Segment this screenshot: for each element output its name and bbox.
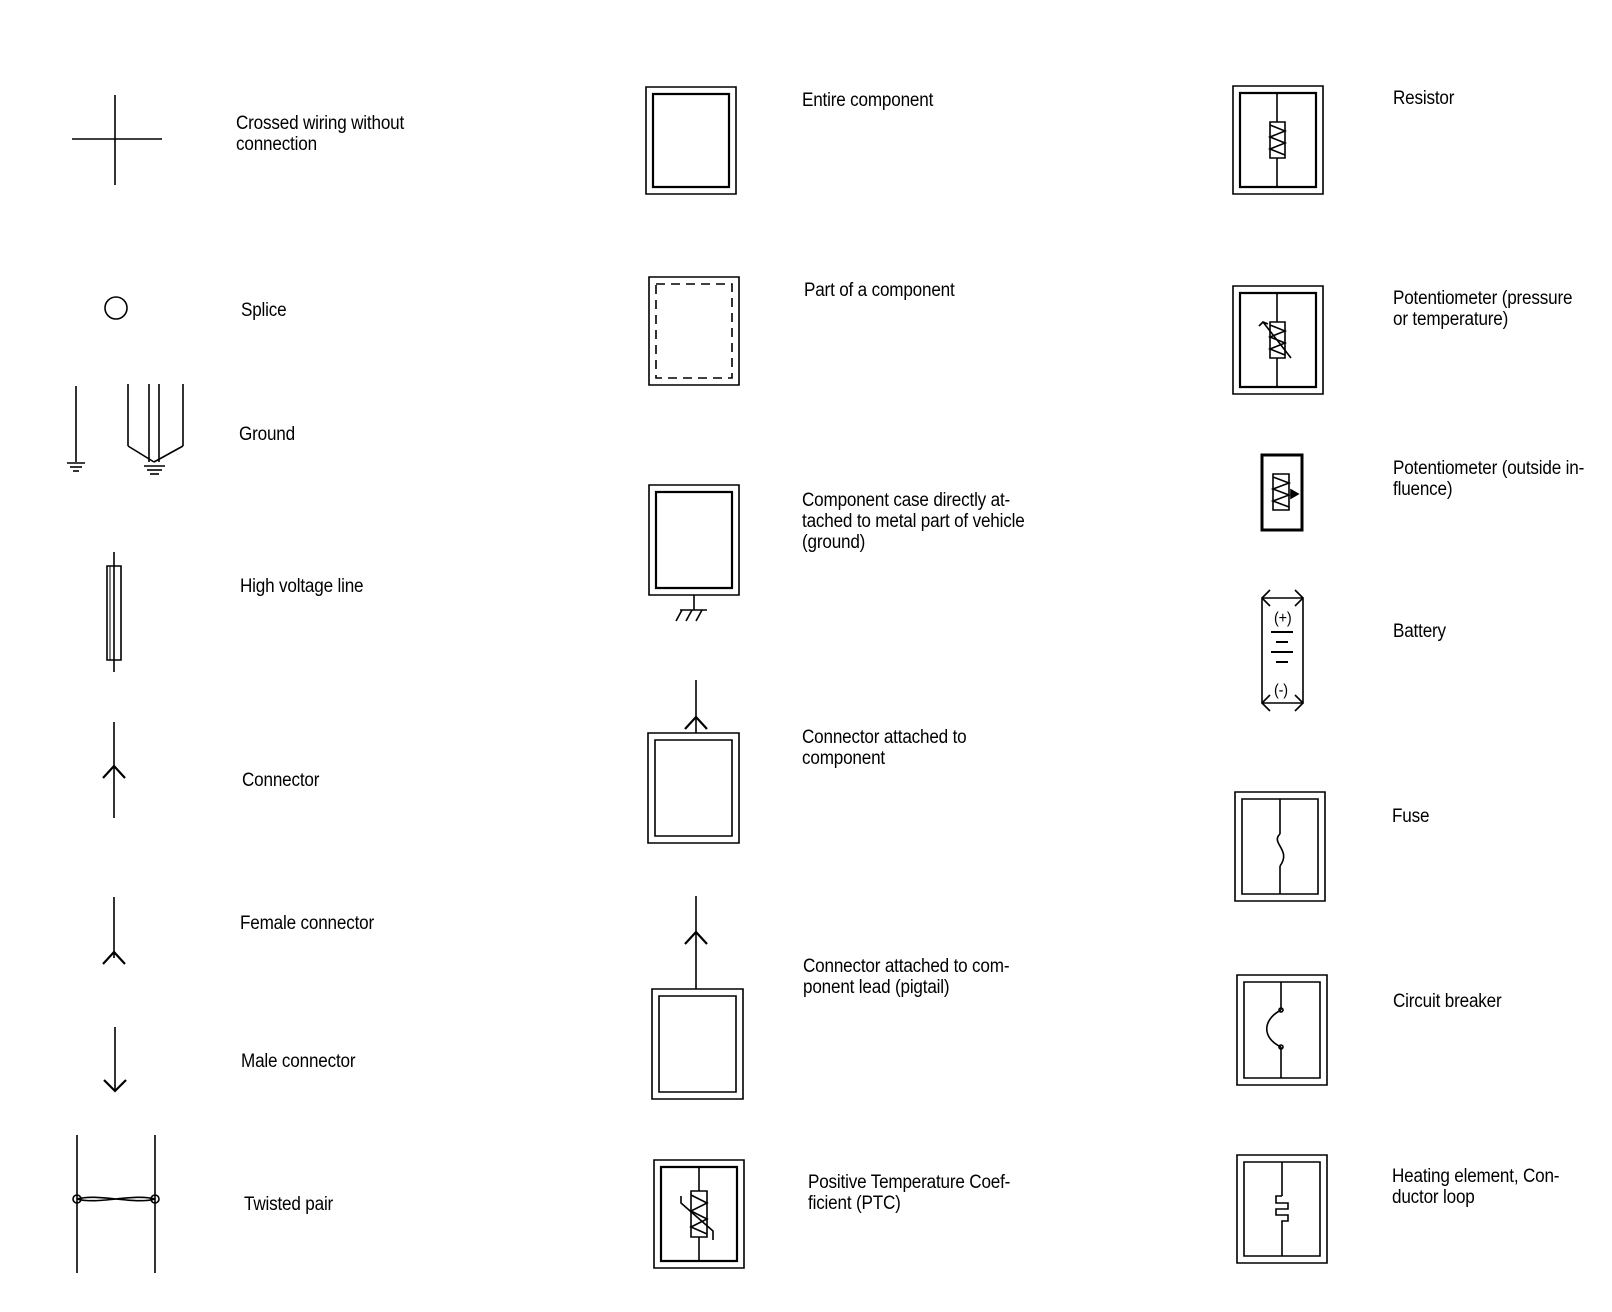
connector-attached-component-label-line2: component [802, 748, 885, 769]
battery-minus-text: (-) [1274, 682, 1288, 699]
crossed-wiring-symbol [72, 95, 162, 185]
potentiometer-outside-label-line1: Potentiometer (outside in- [1393, 458, 1585, 479]
potentiometer-outside-label [1393, 458, 1584, 500]
entire-component-label-line1: Entire component [802, 90, 934, 111]
battery-minus-terminal [1274, 680, 1288, 701]
part-of-component-label [804, 280, 955, 301]
connector-label-line1: Connector [242, 770, 320, 791]
male-connector-label [241, 1051, 355, 1072]
component-case-ground-label-line1: Component case directly at- [802, 490, 1011, 511]
resistor-label-line1: Resistor [1393, 88, 1455, 109]
battery-label [1393, 621, 1446, 642]
heating-element-label-line2: ductor loop [1392, 1187, 1475, 1208]
battery-label-line1: Battery [1393, 621, 1446, 642]
splice-label-line1: Splice [241, 300, 287, 321]
twisted-pair-symbol [73, 1135, 159, 1273]
twisted-pair-label [244, 1194, 333, 1215]
circuit-breaker-label-line1: Circuit breaker [1393, 991, 1502, 1012]
part-of-component-label-line1: Part of a component [804, 280, 955, 301]
connector-pigtail-symbol [652, 896, 743, 1099]
ground-symbol [67, 384, 183, 474]
potentiometer-outside-label-line2: fluence) [1393, 479, 1453, 500]
connector-label [242, 770, 319, 791]
potentiometer-pressure-label-line2: or temperature) [1393, 309, 1509, 330]
male-connector-symbol [104, 1027, 126, 1091]
crossed-wiring-label-line1: Crossed wiring without [236, 113, 405, 134]
potentiometer-pressure-label-line1: Potentiometer (pressure [1393, 288, 1573, 309]
heating-element-label [1392, 1166, 1559, 1208]
fuse-label [1392, 806, 1429, 827]
ptc-label-line2: ficient (PTC) [808, 1193, 901, 1214]
connector-pigtail-label-line1: Connector attached to com- [803, 956, 1010, 977]
part-of-component-symbol [649, 277, 739, 385]
splice-symbol [105, 297, 127, 319]
component-case-ground-label-line2: tached to metal part of vehicle [802, 511, 1025, 532]
female-connector-symbol [103, 897, 125, 964]
entire-component-label [802, 90, 933, 111]
high-voltage-line-label-line1: High voltage line [240, 576, 364, 597]
connector-attached-component-symbol [648, 680, 739, 843]
potentiometer-outside-symbol [1262, 455, 1302, 530]
ptc-label-line1: Positive Temperature Coef- [808, 1172, 1011, 1193]
twisted-pair-label-line1: Twisted pair [244, 1194, 334, 1215]
crossed-wiring-label-line2: connection [236, 134, 317, 155]
splice-label [241, 300, 287, 321]
circuit-breaker-symbol [1237, 975, 1327, 1085]
component-case-ground-label [802, 490, 1025, 553]
potentiometer-pressure-symbol [1233, 286, 1323, 394]
connector-symbol [103, 722, 125, 818]
ground-label-line1: Ground [239, 424, 295, 445]
ground-label [239, 424, 295, 445]
component-case-ground-symbol [649, 485, 739, 621]
resistor-label [1393, 88, 1454, 109]
entire-component-symbol [646, 87, 736, 194]
high-voltage-line-symbol [107, 552, 121, 672]
connector-attached-component-label-line1: Connector attached to [802, 727, 967, 748]
potentiometer-pressure-label [1393, 288, 1572, 330]
heating-element-symbol [1237, 1155, 1327, 1263]
crossed-wiring-label [236, 113, 404, 155]
connector-pigtail-label-line2: ponent lead (pigtail) [803, 977, 950, 998]
battery-plus-terminal [1274, 608, 1291, 629]
fuse-label-line1: Fuse [1392, 806, 1430, 827]
circuit-breaker-label [1393, 991, 1501, 1012]
male-connector-label-line1: Male connector [241, 1051, 356, 1072]
heating-element-label-line1: Heating element, Con- [1392, 1166, 1560, 1187]
ptc-symbol [654, 1160, 744, 1268]
female-connector-label [240, 913, 374, 934]
component-case-ground-label-line3: (ground) [802, 532, 866, 553]
ptc-label [808, 1172, 1010, 1214]
battery-plus-text: (+) [1274, 610, 1292, 627]
connector-attached-component-label [802, 727, 966, 769]
female-connector-label-line1: Female connector [240, 913, 374, 934]
high-voltage-line-label [240, 576, 363, 597]
fuse-symbol [1235, 792, 1325, 901]
connector-pigtail-label [803, 956, 1009, 998]
resistor-symbol [1233, 86, 1323, 194]
